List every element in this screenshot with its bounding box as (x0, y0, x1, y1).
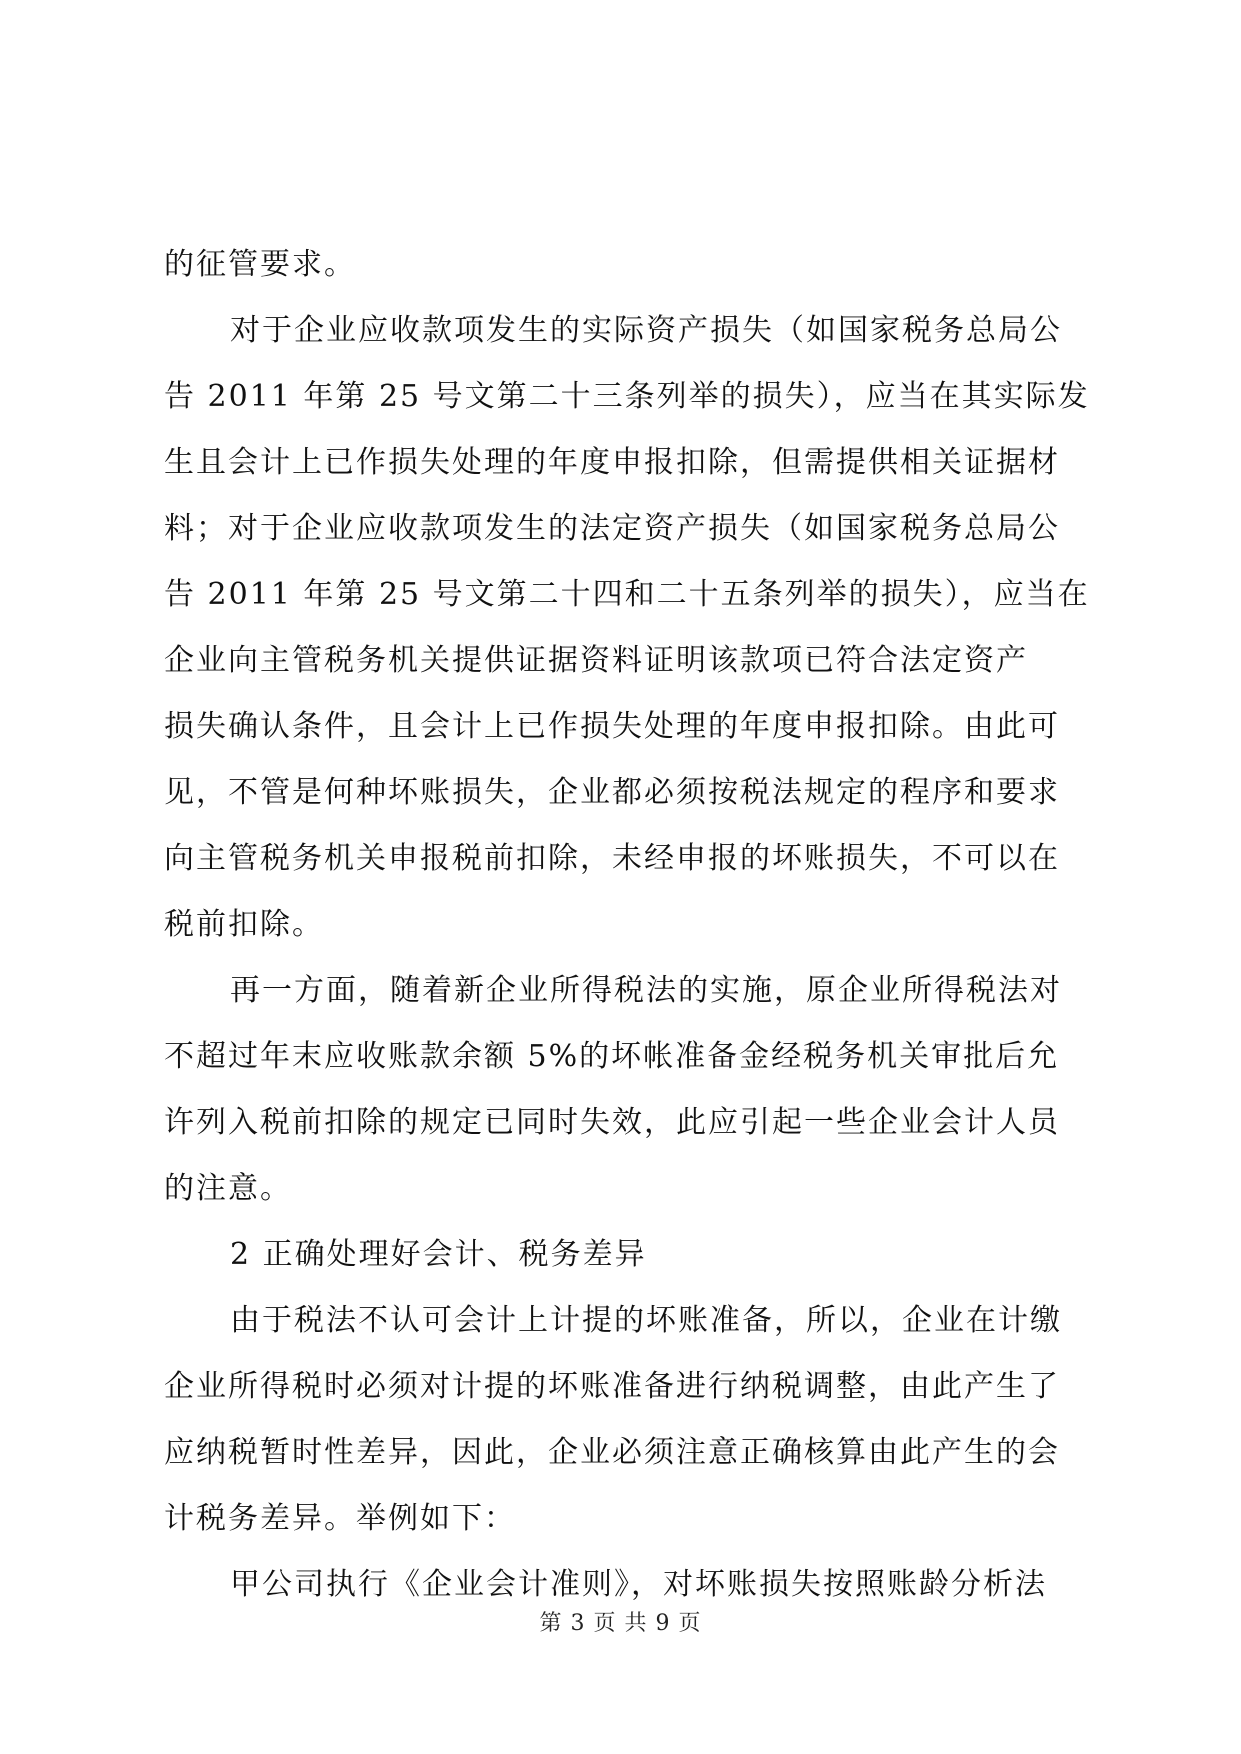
text-line: 对于企业应收款项发生的实际资产损失（如国家税务总局公 (230, 313, 1062, 348)
text-line: 生且会计上已作损失处理的年度申报扣除，但需提供相关证据材 (164, 445, 1060, 480)
text-line: 计税务差异。举例如下： (164, 1501, 516, 1536)
text-line: 2 正确处理好会计、税务差异 (230, 1237, 647, 1272)
text-line: 向主管税务机关申报税前扣除，未经申报的坏账损失，不可以在 (164, 841, 1060, 876)
text-line: 应纳税暂时性差异，因此，企业必须注意正确核算由此产生的会 (164, 1435, 1060, 1470)
body-text (164, 232, 1090, 1618)
text-line: 由于税法不认可会计上计提的坏账准备，所以，企业在计缴 (230, 1303, 1062, 1338)
text-line: 企业所得税时必须对计提的坏账准备进行纳税调整，由此产生了 (164, 1369, 1060, 1404)
page-footer: 第 3 页 共 9 页 (539, 1611, 702, 1636)
text-line: 料；对于企业应收款项发生的法定资产损失（如国家税务总局公 (164, 511, 1060, 546)
text-line: 甲公司执行《企业会计准则》，对坏账损失按照账龄分析法 (230, 1567, 1047, 1602)
text-line: 再一方面，随着新企业所得税法的实施，原企业所得税法对 (230, 973, 1062, 1008)
text-line: 损失确认条件，且会计上已作损失处理的年度申报扣除。由此可 (164, 709, 1060, 744)
text-line: 许列入税前扣除的规定已同时失效，此应引起一些企业会计人员 (164, 1105, 1060, 1140)
text-line: 不超过年末应收账款余额 5%的坏帐准备金经税务机关审批后允 (164, 1039, 1060, 1074)
text-line: 的征管要求。 (164, 247, 356, 282)
text-line: 见，不管是何种坏账损失，企业都必须按税法规定的程序和要求 (164, 775, 1060, 810)
text-line: 告 2011 年第 25 号文第二十三条列举的损失），应当在其实际发 (164, 379, 1090, 414)
text-line: 企业向主管税务机关提供证据资料证明该款项已符合法定资产 (164, 643, 1028, 678)
text-line: 税前扣除。 (164, 907, 324, 942)
text-line: 告 2011 年第 25 号文第二十四和二十五条列举的损失），应当在 (164, 577, 1090, 612)
text-line: 的注意。 (164, 1171, 292, 1206)
